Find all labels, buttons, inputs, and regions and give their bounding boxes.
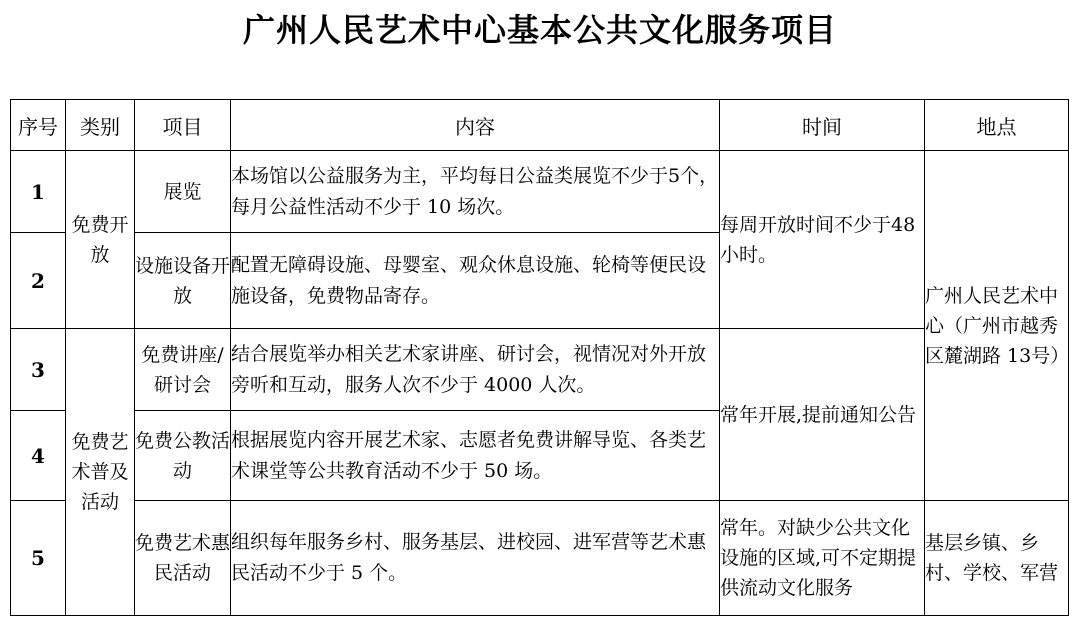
item-label: 设施设备开放 bbox=[135, 254, 231, 307]
item-cell bbox=[135, 329, 231, 411]
row-number: 5 bbox=[11, 501, 66, 616]
row-number: 1 bbox=[11, 151, 66, 233]
header-time: 时间 bbox=[720, 100, 925, 151]
item-label: 免费讲座/研讨会 bbox=[141, 343, 224, 396]
services-table bbox=[10, 99, 1069, 616]
place-cell: 广州人民艺术中心（广州市越秀区麓湖路 13号） bbox=[925, 151, 1069, 501]
item-cell bbox=[135, 151, 231, 233]
category-cell bbox=[66, 329, 135, 616]
document-title: 广州人民艺术中心基本公共文化服务项目 bbox=[242, 11, 837, 49]
item-label: 免费公教活动 bbox=[135, 429, 231, 482]
table-row bbox=[11, 151, 1069, 233]
category-label: 免费开放 bbox=[71, 213, 129, 266]
item-cell bbox=[135, 233, 231, 329]
place-cell: 基层乡镇、乡村、学校、军营 bbox=[925, 501, 1069, 616]
item-label: 免费艺术惠民活动 bbox=[135, 532, 231, 584]
content-cell: 结合展览举办相关艺术家讲座、研讨会，视情况对外开放旁听和互动，服务人次不少于 4000 人次。 bbox=[231, 329, 720, 411]
row-number: 2 bbox=[11, 233, 66, 329]
header-item: 项目 bbox=[135, 100, 231, 151]
table-header-row bbox=[11, 100, 1069, 151]
content-cell: 组织每年服务乡村、服务基层、进校园、进军营等艺术惠民活动不少于 5 个。 bbox=[231, 501, 720, 616]
content-cell: 配置无障碍设施、母婴室、观众休息设施、轮椅等便民设施设备，免费物品寄存。 bbox=[231, 233, 720, 329]
content-cell: 根据展览内容开展艺术家、志愿者免费讲解导览、各类艺术课堂等公共教育活动不少于 50 场。 bbox=[231, 411, 720, 501]
row-number: 4 bbox=[11, 411, 66, 501]
header-category: 类别 bbox=[66, 100, 135, 151]
time-cell: 常年。对缺少公共文化设施的区域,可不定期提供流动文化服务 bbox=[720, 501, 925, 616]
header-content: 内容 bbox=[231, 100, 720, 151]
table-row bbox=[11, 329, 1069, 411]
item-cell bbox=[135, 411, 231, 501]
row-number: 3 bbox=[11, 329, 66, 411]
header-place: 地点 bbox=[925, 100, 1069, 151]
content-cell: 本场馆以公益服务为主，平均每日公益类展览不少于5个，每月公益性活动不少于 10 场次。 bbox=[231, 151, 720, 233]
time-cell: 常年开展,提前通知公告 bbox=[720, 329, 925, 501]
time-cell: 每周开放时间不少于48 小时。 bbox=[720, 151, 925, 329]
category-cell bbox=[66, 151, 135, 329]
header-num: 序号 bbox=[11, 100, 66, 151]
item-cell bbox=[135, 501, 231, 616]
category-label: 免费艺术普及活动 bbox=[71, 431, 129, 513]
table-row bbox=[11, 501, 1069, 616]
item-label: 展览 bbox=[163, 180, 202, 203]
